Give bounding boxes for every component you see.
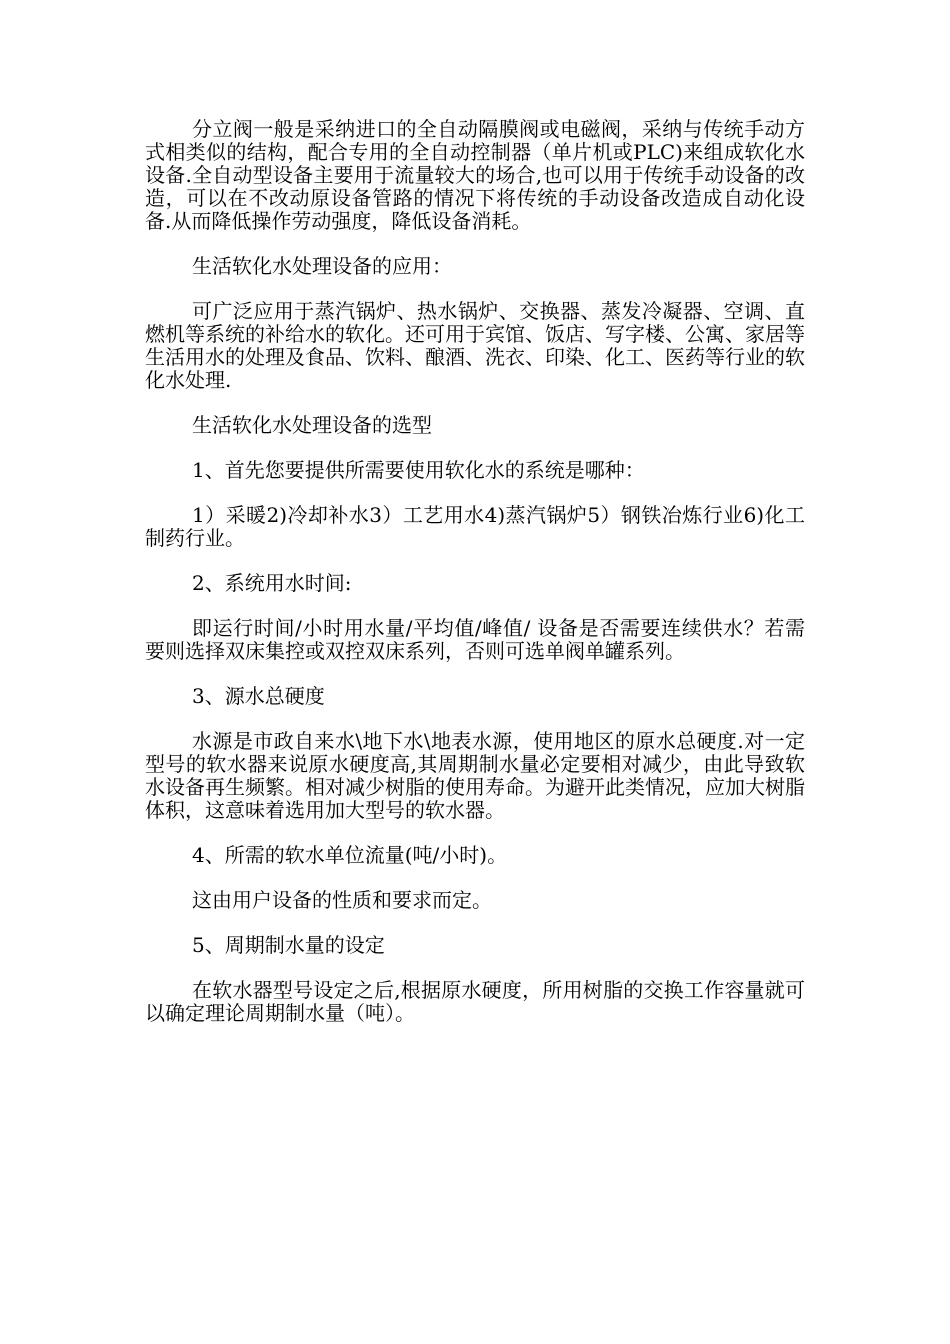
heading-selection: 生活软化水处理设备的选型 (192, 413, 432, 437)
item-4-flow-rate: 4、所需的软水单位流量(吨/小时)。 (192, 843, 508, 867)
item-5-cycle-output: 5、周期制水量的设定 (192, 933, 385, 957)
paragraph-application: 可广泛应用于蒸汽锅炉、热水锅炉、交换器、蒸发冷凝器、空调、直燃机等系统的补给水的软化。还可用于宾馆、饭店、写字楼、公寓、家居等生活用水的处理及食品、饮料、酿酒、洗衣、印染、化工、医药等行业的软化水处理. (145, 299, 805, 392)
heading-application: 生活软化水处理设备的应用： (192, 254, 452, 278)
paragraph-hardness: 水源是市政自来水\地下水\地表水源，使用地区的原水总硬度.对一定型号的软水器来说原水硬度高,其周期制水量必定要相对减少，由此导致软水设备再生频繁。相对减少树脂的使用寿命。为避开此类情况，应加大树脂体积，这意味着选用加大型号的软水器。 (145, 729, 805, 822)
paragraph-cycle-output: 在软水器型号设定之后,根据原水硬度，所用树脂的交换工作容量就可以确定理论周期制水量（吨）。 (145, 978, 805, 1025)
paragraph-flow-rate: 这由用户设备的性质和要求而定。 (192, 888, 492, 912)
paragraph-water-time: 即运行时间/小时用水量/平均值/峰值/ 设备是否需要连续供水？若需要则选择双床集控或双控双床系列，否则可选单阀单罐系列。 (145, 616, 805, 663)
document-body (145, 118, 805, 1047)
item-2-water-time: 2、系统用水时间: (192, 571, 352, 595)
paragraph-system-list: 1）采暖2)冷却补水3）工艺用水4)蒸汽锅炉5）钢铁冶炼行业6)化工制药行业。 (145, 503, 805, 550)
paragraph-intro-valve: 分立阀一般是采纳进口的全自动隔膜阀或电磁阀，采纳与传统手动方式相类似的结构，配合专用的全自动控制器（单片机或PLC)来组成软化水设备.全自动型设备主要用于流量较大的场合,也可以用于传统手动设备的改造，可以在不改动原设备管路的情况下将传统的手动设备改造成自动化设备.从而降低操作劳动强度，降低设备消耗。 (145, 117, 805, 233)
item-1-system-type: 1、首先您要提供所需要使用软化水的系统是哪种： (192, 458, 645, 482)
item-3-hardness: 3、源水总硬度 (192, 684, 325, 708)
